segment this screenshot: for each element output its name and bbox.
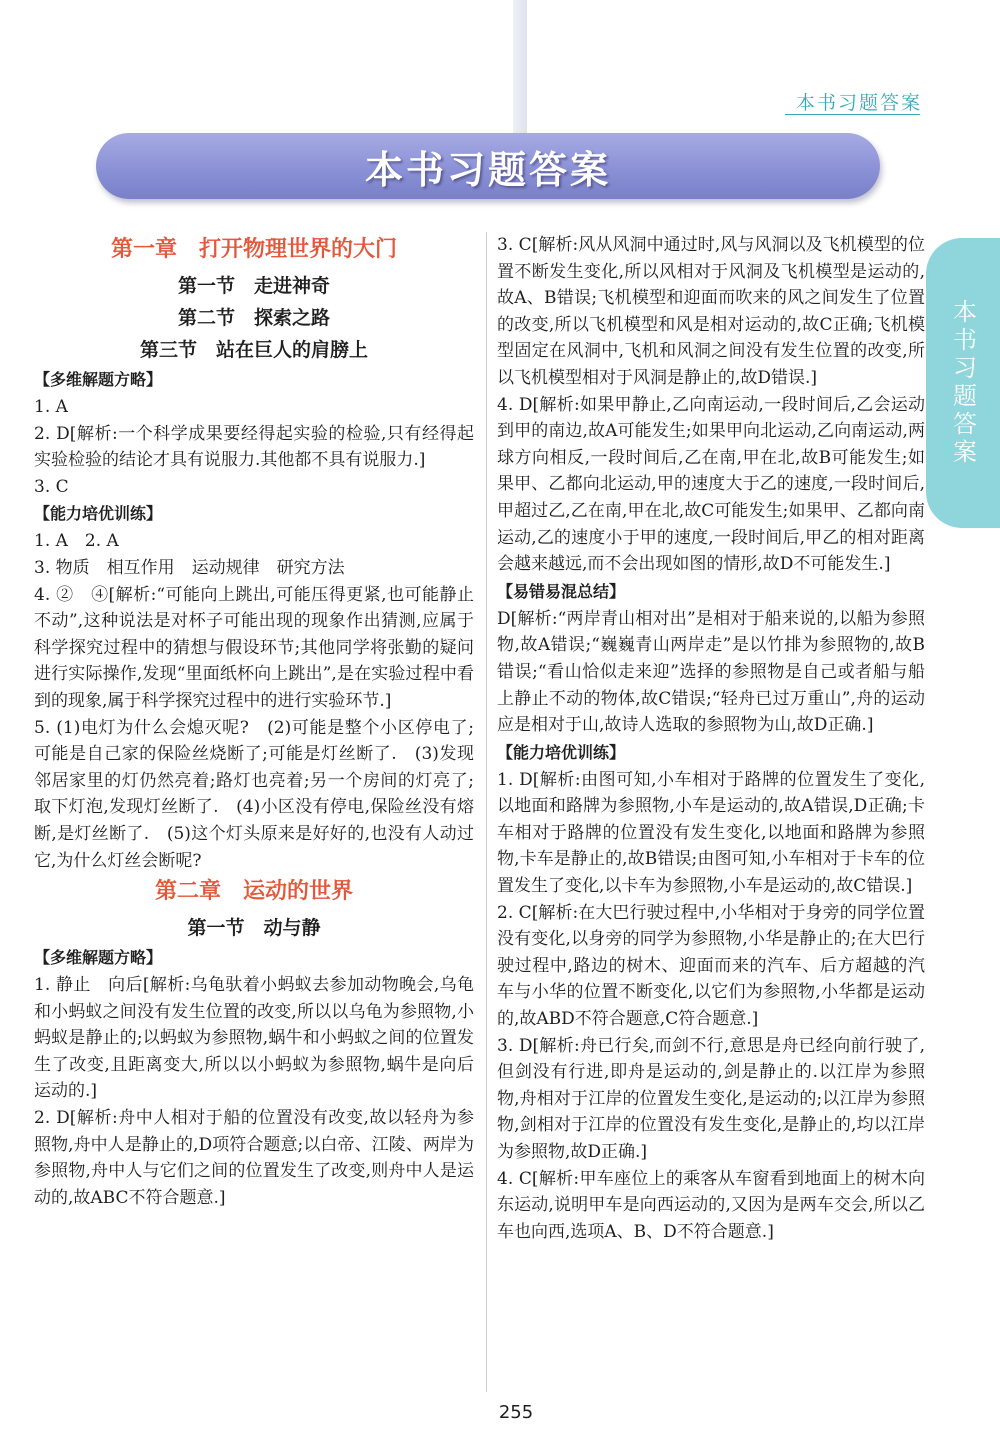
section-1-2-title: 第二节 探索之路 — [177, 307, 330, 329]
subsection-tag: 【能力培优训练】 — [34, 504, 163, 524]
column-divider — [486, 232, 487, 1392]
subsection-tag: 【多维解题方略】 — [34, 948, 163, 968]
banner-title: 本书习题答案 — [364, 147, 611, 192]
subsection-tag: 【多维解题方略】 — [34, 370, 163, 389]
answer-item: 1. A 2. A — [34, 531, 119, 552]
chapter-2-title: 第二章 运动的世界 — [154, 879, 353, 905]
answer-item: 2. D[解析:舟中人相对于船的位置没有改变,故以轻舟为参照物,舟中人是静止的,D项符合题意;以白帝、江陵、两岸为参照物,舟中人与它们之间的位置发生了改变,则舟中人是运动的,故ABC不符合题意.] — [34, 1108, 474, 1208]
answer-item: 2. D[解析:一个科学成果要经得起实验的检验,只有经得起实验检验的结论才具有说服力.其他都不具有说服力.] — [34, 423, 474, 471]
left-column — [34, 232, 474, 1211]
answer-item: 3. C[解析:风从风洞中通过时,风与风洞以及飞机模型的位置不断发生变化,所以风相对于风洞及飞机模型是运动的,故A、B错误;飞机模型和迎面而吹来的风之间发生了位置的改变,所以飞机模型和风是相对运动的,故C正确;飞机模型固定在风洞中,飞机和风洞之间没有发生位置的改变,所以飞机模型相对于风洞是静止的,故D错误.] — [497, 235, 925, 388]
page-number: 255 — [498, 1402, 534, 1423]
side-tab-label: 本书习题答案 — [948, 299, 977, 467]
answer-item: 4. D[解析:如果甲静止,乙向南运动,一段时间后,乙会运动到甲的南边,故A可能发生;如果甲向北运动,乙向南运动,两球方向相反,一段时间后,乙在南,甲在北,故B可能发生;如果甲、乙都向北运动,甲的速度大于乙的速度,一段时间后,甲超过乙,乙在南,甲在北,故C可能发生;如果甲、乙都向南运动,乙的速度小于甲的速度,一段时间后,甲乙的相对距离会越来越远,而不会出现如图的情形,故D不可能发生.] — [497, 394, 925, 575]
answer-item: 5. (1)电灯为什么会熄灭呢? (2)可能是整个小区停电了;可能是自己家的保险丝烧断了;可能是灯丝断了. (3)发现邻居家里的灯仍然亮着;路灯也亮着;另一个房间的灯亮了;取下灯泡,发现灯丝断了. (4)小区没有停电,保险丝没有熔断,是灯丝断了. (5)这个灯头原来是好好的,也没有人动过它,为什么灯丝会断呢? — [34, 717, 474, 871]
section-1-1-title: 第一节 走进神奇 — [177, 275, 330, 297]
answer-item: 3. 物质 相互作用 运动规律 研究方法 — [34, 557, 345, 578]
section-1-3-title: 第三节 站在巨人的肩膀上 — [139, 339, 368, 361]
answer-item: 1. A — [34, 397, 68, 417]
side-tab — [926, 238, 1000, 528]
answer-item: 3. D[解析:舟已行矣,而剑不行,意思是舟已经向前行驶了,但剑没有行进,即舟是运动的,剑是静止的.以江岸为参照物,舟相对于江岸的位置发生变化,是运动的;以江岸为参照物,剑相对于江岸的位置没有发生变化,是静止的,均以江岸为参照物,故D正确.] — [497, 1035, 925, 1162]
right-column — [497, 232, 925, 1245]
banner-connector — [513, 0, 527, 133]
answer-item: 4. ② ④[解析:“可能向上跳出,可能压得更紧,也可能静止不动”,这种说法是对杯子可能出现的现象作出猜测,应属于科学探究过程中的猜想与假设环节;其他同学将张勤的疑问进行实际操作,发现“里面纸杯向上跳出”,是在实验过程中看到的现象,属于科学探究过程中的进行实验环节.] — [34, 584, 474, 711]
answer-item: D[解析:“两岸青山相对出”是相对于船来说的,以船为参照物,故A错误;“巍巍青山两岸走”是以竹排为参照物的,故B错误;“看山恰似走来迎”选择的参照物是自己或者船与船上静止不动的物体,故C错误;“轻舟已过万重山”,舟的运动应是相对于山,故诗人选取的参照物为山,故D正确.] — [497, 608, 925, 736]
section-2-1-title: 第一节 动与静 — [187, 917, 321, 940]
chapter-1-title: 第一章 打开物理世界的大门 — [110, 237, 397, 262]
answer-item: 1. D[解析:由图可知,小车相对于路牌的位置发生了变化,以地面和路牌为参照物,小车是运动的,故A错误,D正确;卡车相对于路牌的位置没有发生变化,以地面和路牌为参照物,卡车是静止的,故B错误;由图可知,小车相对于卡车的位置发生了变化,以卡车为参照物,小车是运动的,故C错误.] — [497, 769, 925, 897]
answer-item: 3. C — [34, 476, 69, 497]
running-header: 本书习题答案 — [795, 92, 922, 114]
subsection-tag: 【能力培优训练】 — [497, 742, 626, 762]
subsection-tag: 【易错易混总结】 — [497, 581, 626, 601]
answer-item: 4. C[解析:甲车座位上的乘客从车窗看到地面上的树木向东运动,说明甲车是向西运动的,又因为是两车交会,所以乙车也向西,选项A、B、D不符合题意.] — [497, 1168, 925, 1242]
running-header-rule — [785, 114, 920, 115]
answer-item: 2. C[解析:在大巴行驶过程中,小华相对于身旁的同学位置没有变化,以身旁的同学为参照物,小华是静止的;在大巴行驶过程中,路边的树木、迎面而来的汽车、后方超越的汽车与小华的位置不断变化,以它们为参照物,小华都是运动的,故ABD不符合题意,C符合题意.] — [497, 902, 925, 1030]
title-banner — [96, 133, 880, 199]
answer-item: 1. 静止 向后[解析:乌龟驮着小蚂蚁去参加动物晚会,乌龟和小蚂蚁之间没有发生位置的改变,所以以乌龟为参照物,小蚂蚁是静止的;以蚂蚁为参照物,蜗牛和小蚂蚁之间的位置发生了改变,且距离变大,所以以小蚂蚁为参照物,蜗牛是向后运动的.] — [34, 975, 474, 1102]
